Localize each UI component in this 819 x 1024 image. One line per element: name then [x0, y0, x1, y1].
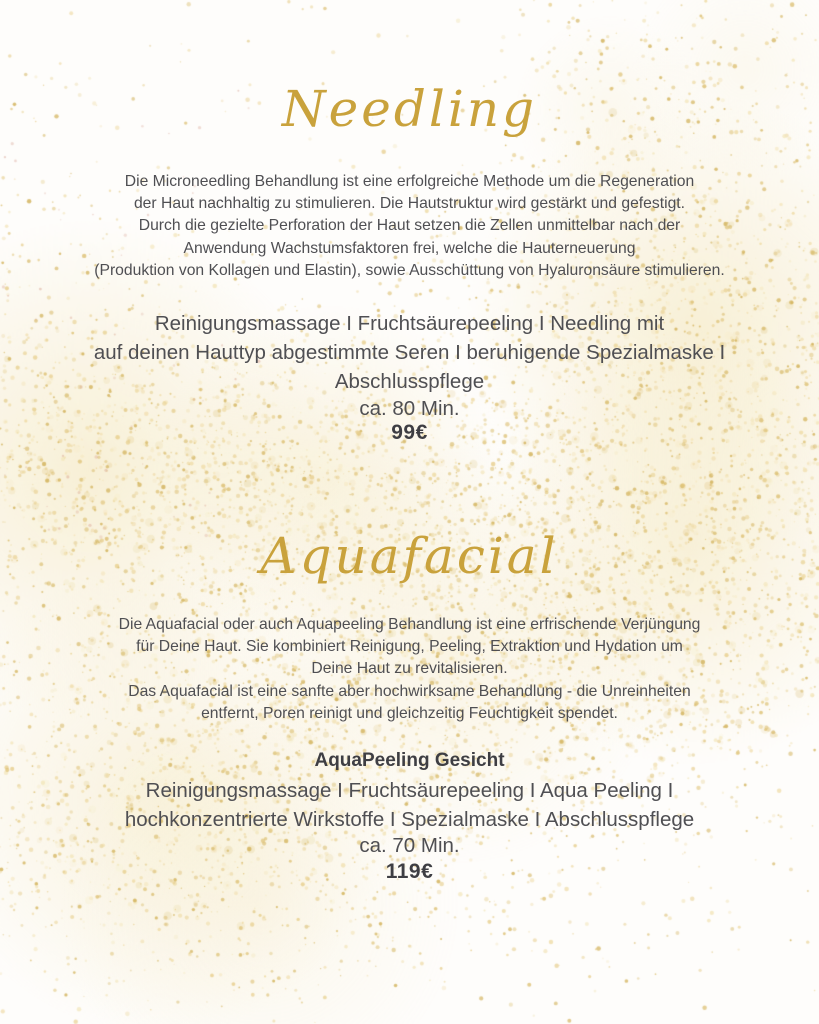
aquafacial-intro-text: Die Aquafacial oder auch Aquapeeling Behandlung ist eine erfrischende Verjüngung für Deine Haut. Sie kombiniert Reinigung, Peeling, Extraktion und Hydation um Deine Haut zu revitalisieren. Das Aquafacial ist eine sanfte aber hochwirksame Behandlung - die Unreinheiten entfernt, Poren reinigt und gleichzeitig Feuchtigkeit spendet. — [118, 616, 701, 722]
needling-price: 99€ — [391, 421, 428, 444]
aquapeeling-duration: ca. 70 Min. — [359, 834, 460, 857]
aquapeeling-offer-details: Reinigungsmassage I Fruchtsäurepeeling I Aqua Peeling I hochkonzentrierte Wirkstoffe I Spezialmaske I Abschlusspflege — [124, 779, 695, 831]
needling-offer-details: Reinigungsmassage I Fruchtsäurepeeling I Needling mit auf deinen Hauttyp abgestimmte Seren I beruhigende Spezialmaske I Abschlusspflege — [93, 312, 726, 393]
aquapeeling-price: 119€ — [385, 860, 434, 883]
needling-intro-text: Die Microneedling Behandlung ist eine erfolgreiche Methode um die Regeneration der Haut nachhaltig zu stimulieren. Die Hautstruktur wird gestärkt und gefestigt. Durch die gezielte Perforation der Haut setzen die Zellen unmittelbar nach der Anwendung Wachstumsfaktoren frei, welche die Hauterneuerung (Produktion von Kollagen und Elastin), sowie Ausschüttung von Hyaluronsäure stimulieren. — [94, 173, 725, 279]
section-title-aquafacial: Aquafacial — [260, 527, 559, 585]
aquapeeling-offer-name: AquaPeeling Gesicht — [314, 750, 505, 771]
needling-duration: ca. 80 Min. — [359, 397, 460, 420]
section-title-needling: Needling — [281, 80, 538, 138]
